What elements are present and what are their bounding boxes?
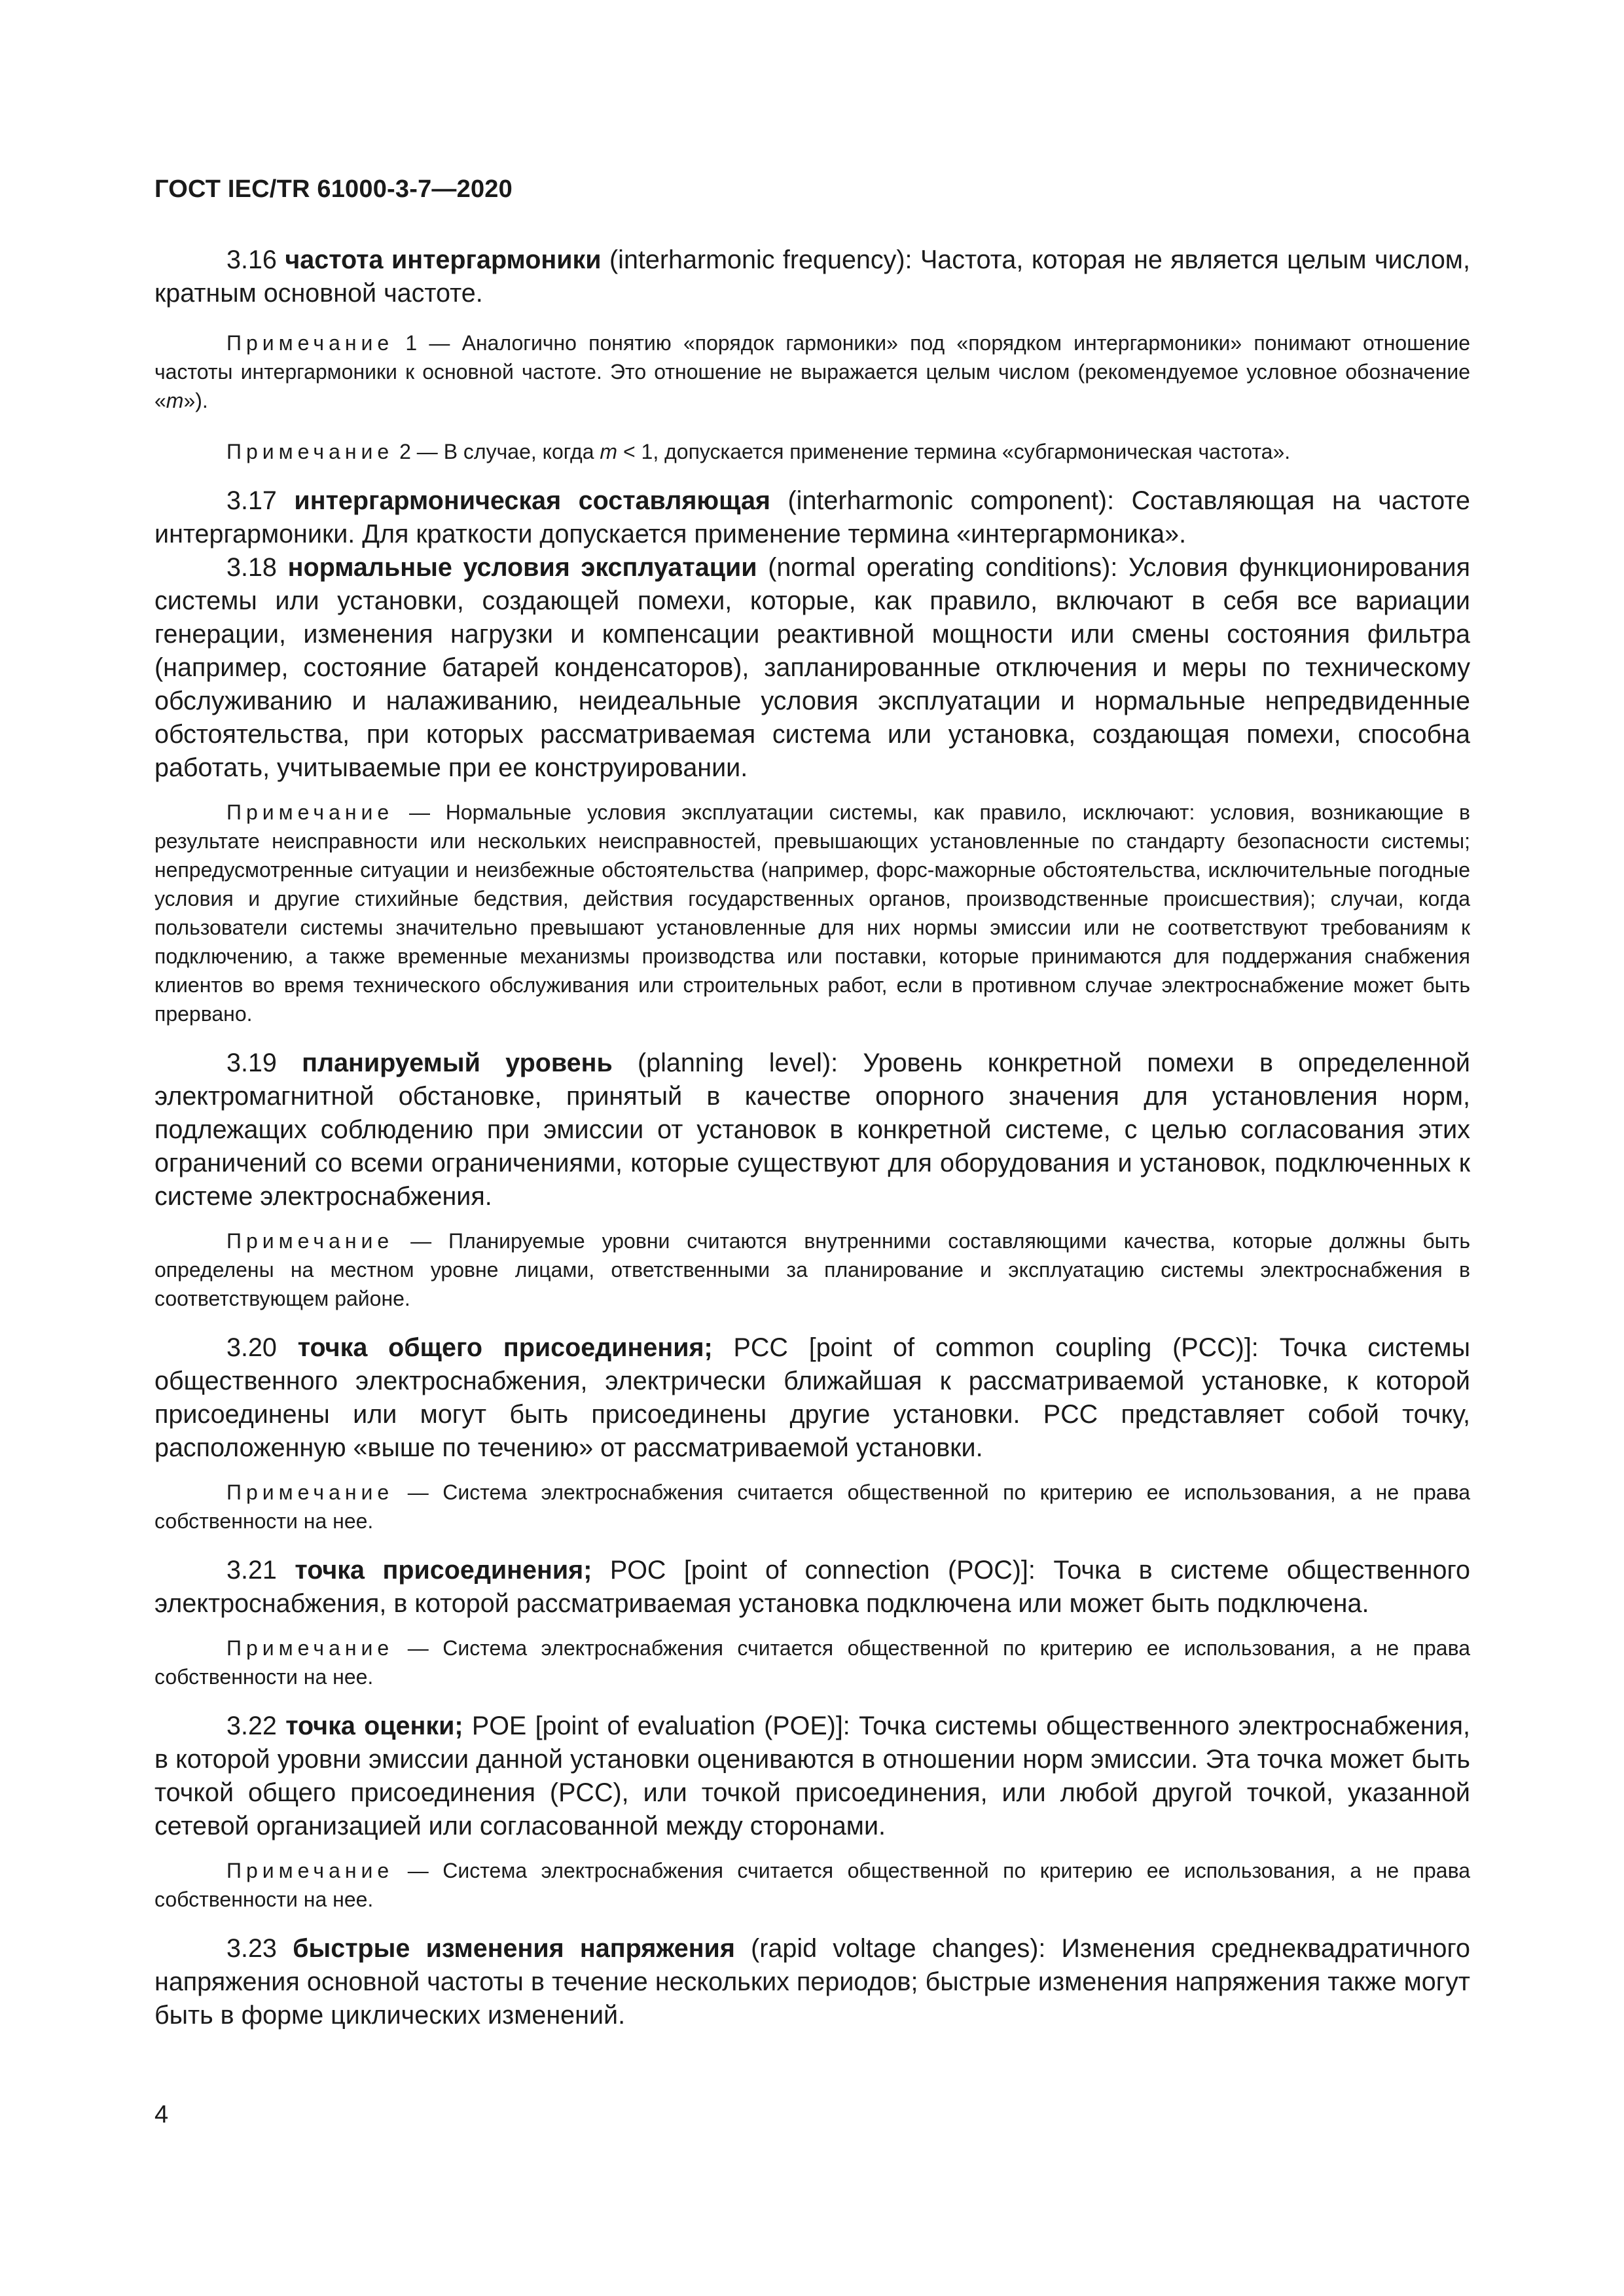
entry-english-term: POC [point of connection (POC)]: [609,1556,1036,1585]
entry-term: частота интергармоники [285,245,602,274]
entry-3-16 [154,243,1470,310]
note-label: Примечание [226,1859,394,1882]
entry-3-23 [154,1932,1470,2032]
note-label: Примечание [226,800,394,824]
note-text-end: < 1, допускается применение термина «субгармоническая частота». [623,440,1291,463]
note-text-end: »). [183,389,208,412]
entry-number: 3.18 [226,553,277,582]
note-text: — Планируемые уровни считаются внутренними составляющими качества, которые должны быть определены на местном уровне лицами, ответственными за планирование и эксплуатацию системы электроснабжения в соответствующем районе. [154,1229,1471,1310]
entry-english-term: (normal operating conditions): [768,553,1118,582]
entry-english-term: (interharmonic component): [787,486,1115,515]
note-3-21 [154,1634,1470,1691]
entry-number: 3.23 [226,1934,277,1963]
entry-3-22 [154,1710,1470,1843]
entry-term: планируемый уровень [302,1049,613,1077]
entry-term: точка оценки; [285,1712,463,1740]
note-label: Примечание [226,1480,394,1504]
entry-3-17 [154,484,1470,551]
entry-term: нормальные условия эксплуатации [287,553,757,582]
note-text: Аналогично понятию «порядок гармоники» под «порядком интергармоники» понимают отношение частоты интергармоники к основной частоте. Это отношение не выражается целым числом (рекомендуемое условное обозначение « [154,331,1471,412]
entry-definition: Точка системы общественного электроснабжения, в которой уровни эмиссии данной установки оцениваются в отношении норм эмиссии. Эта точка может быть точкой общего присоединения (PCC), или точкой присоединения, или любой другой точкой, указанной сетевой организацией или согласованной между сторонами. [154,1712,1470,1840]
page-number: 4 [154,2101,169,2128]
note-3-22 [154,1856,1470,1914]
entry-term: быстрые изменения напряжения [293,1934,735,1963]
note-3-18 [154,798,1470,1028]
note-text: В случае, когда [443,440,594,463]
symbol-m: m [166,389,184,412]
entry-number: 3.20 [226,1333,277,1362]
note-3-20 [154,1478,1470,1535]
note-label: Примечание [226,1229,394,1253]
entry-number: 3.19 [226,1049,277,1077]
entry-number: 3.22 [226,1712,277,1740]
entry-term: точка общего присоединения; [297,1333,713,1362]
note-3-19 [154,1227,1470,1313]
note-label: Примечание [226,440,394,463]
note-3-16-1 [154,329,1470,415]
standard-designation: ГОСТ IEC/TR 61000-3-7—2020 [154,175,513,203]
note-text: — Система электроснабжения считается общественной по критерию ее использования, а не права собственности на нее. [154,1636,1471,1689]
note-text: — Система электроснабжения считается общественной по критерию ее использования, а не права собственности на нее. [154,1480,1471,1533]
entry-definition: Точка в системе общественного электроснабжения, в которой рассматриваемая установка подключена или может быть подключена. [154,1556,1470,1618]
entry-definition: Точка системы общественного электроснабжения, электрически ближайшая к рассматриваемой установке, к которой присоединены или могут быть присоединены другие установки. PCC представляет собой точку, расположенную «выше по течению» от рассматриваемой установки. [154,1333,1470,1462]
note-3-16-2 [154,437,1470,466]
note-number: 2 — [399,440,438,463]
entry-definition: Изменения среднеквадратичного напряжения основной частоты в течение нескольких периодов; быстрые изменения напряжения также могут быть в форме циклических изменений. [154,1934,1470,2030]
entry-term: точка присоединения; [295,1556,592,1585]
entry-number: 3.16 [226,245,277,274]
note-number: 1 — [405,331,450,355]
entry-english-term: PCC [point of common coupling (PCC)]: [733,1333,1259,1362]
entry-english-term: POE [point of evaluation (POE)]: [471,1712,850,1740]
entry-3-19 [154,1047,1470,1213]
entry-3-20 [154,1331,1470,1465]
note-label: Примечание [226,331,394,355]
entry-english-term: (interharmonic frequency): [609,245,912,274]
entry-3-21 [154,1554,1470,1621]
entry-definition: Составляющая на частоте интергармоники. Для краткости допускается применение термина «интергармоника». [154,486,1470,548]
entry-term: интергармоническая составляющая [294,486,770,515]
entry-definition: Условия функционирования системы или установки, создающей помехи, которые, как правило, включают в себя все вариации генерации, изменения нагрузки и компенсации реактивной мощности или смены состояния фильтра (например, состояние батарей конденсаторов), запланированные отключения и меры по техническому обслуживанию и налаживанию, неидеальные условия эксплуатации и нормальные непредвиденные обстоятельства, при которых рассматриваемая система или установка, создающая помехи, способна работать, учитываемые при ее конструировании. [154,553,1470,782]
entry-number: 3.21 [226,1556,277,1585]
entry-definition: Уровень конкретной помехи в определенной электромагнитной обстановке, принятый в качестве опорного значения для установления норм, подлежащих соблюдению при эмиссии от установок в конкретной системе, с целью согласования этих ограничений со всеми ограничениями, которые существуют для оборудования и установок, подключенных к системе электроснабжения. [154,1049,1470,1211]
note-label: Примечание [226,1636,394,1660]
entry-definition: Частота, которая не является целым числом, кратным основной частоте. [154,245,1470,308]
symbol-m: m [600,440,618,463]
entry-english-term: (planning level): [637,1049,839,1077]
document-body [154,243,1470,2032]
entry-3-18 [154,551,1470,785]
note-text: — Система электроснабжения считается общественной по критерию ее использования, а не права собственности на нее. [154,1859,1471,1911]
note-text: — Нормальные условия эксплуатации системы, как правило, исключают: условия, возникающие в результате неисправности или нескольких неисправностей, превышающих установленные по стандарту безопасности системы; непредусмотренные ситуации и неизбежные обстоятельства (например, форс-мажорные обстоятельства, исключительные погодные условия и другие стихийные бедствия, действия государственных органов, производственные происшествия); случаи, когда пользователи системы значительно превышают установленные для них нормы эмиссии или не соответствуют требованиям к подключению, а также временные механизмы производства или поставки, которые принимаются для поддержания снабжения клиентов во время технического обслуживания или строительных работ, если в противном случае электроснабжение может быть прервано. [154,800,1471,1026]
entry-english-term: (rapid voltage changes): [751,1934,1046,1963]
entry-number: 3.17 [226,486,277,515]
